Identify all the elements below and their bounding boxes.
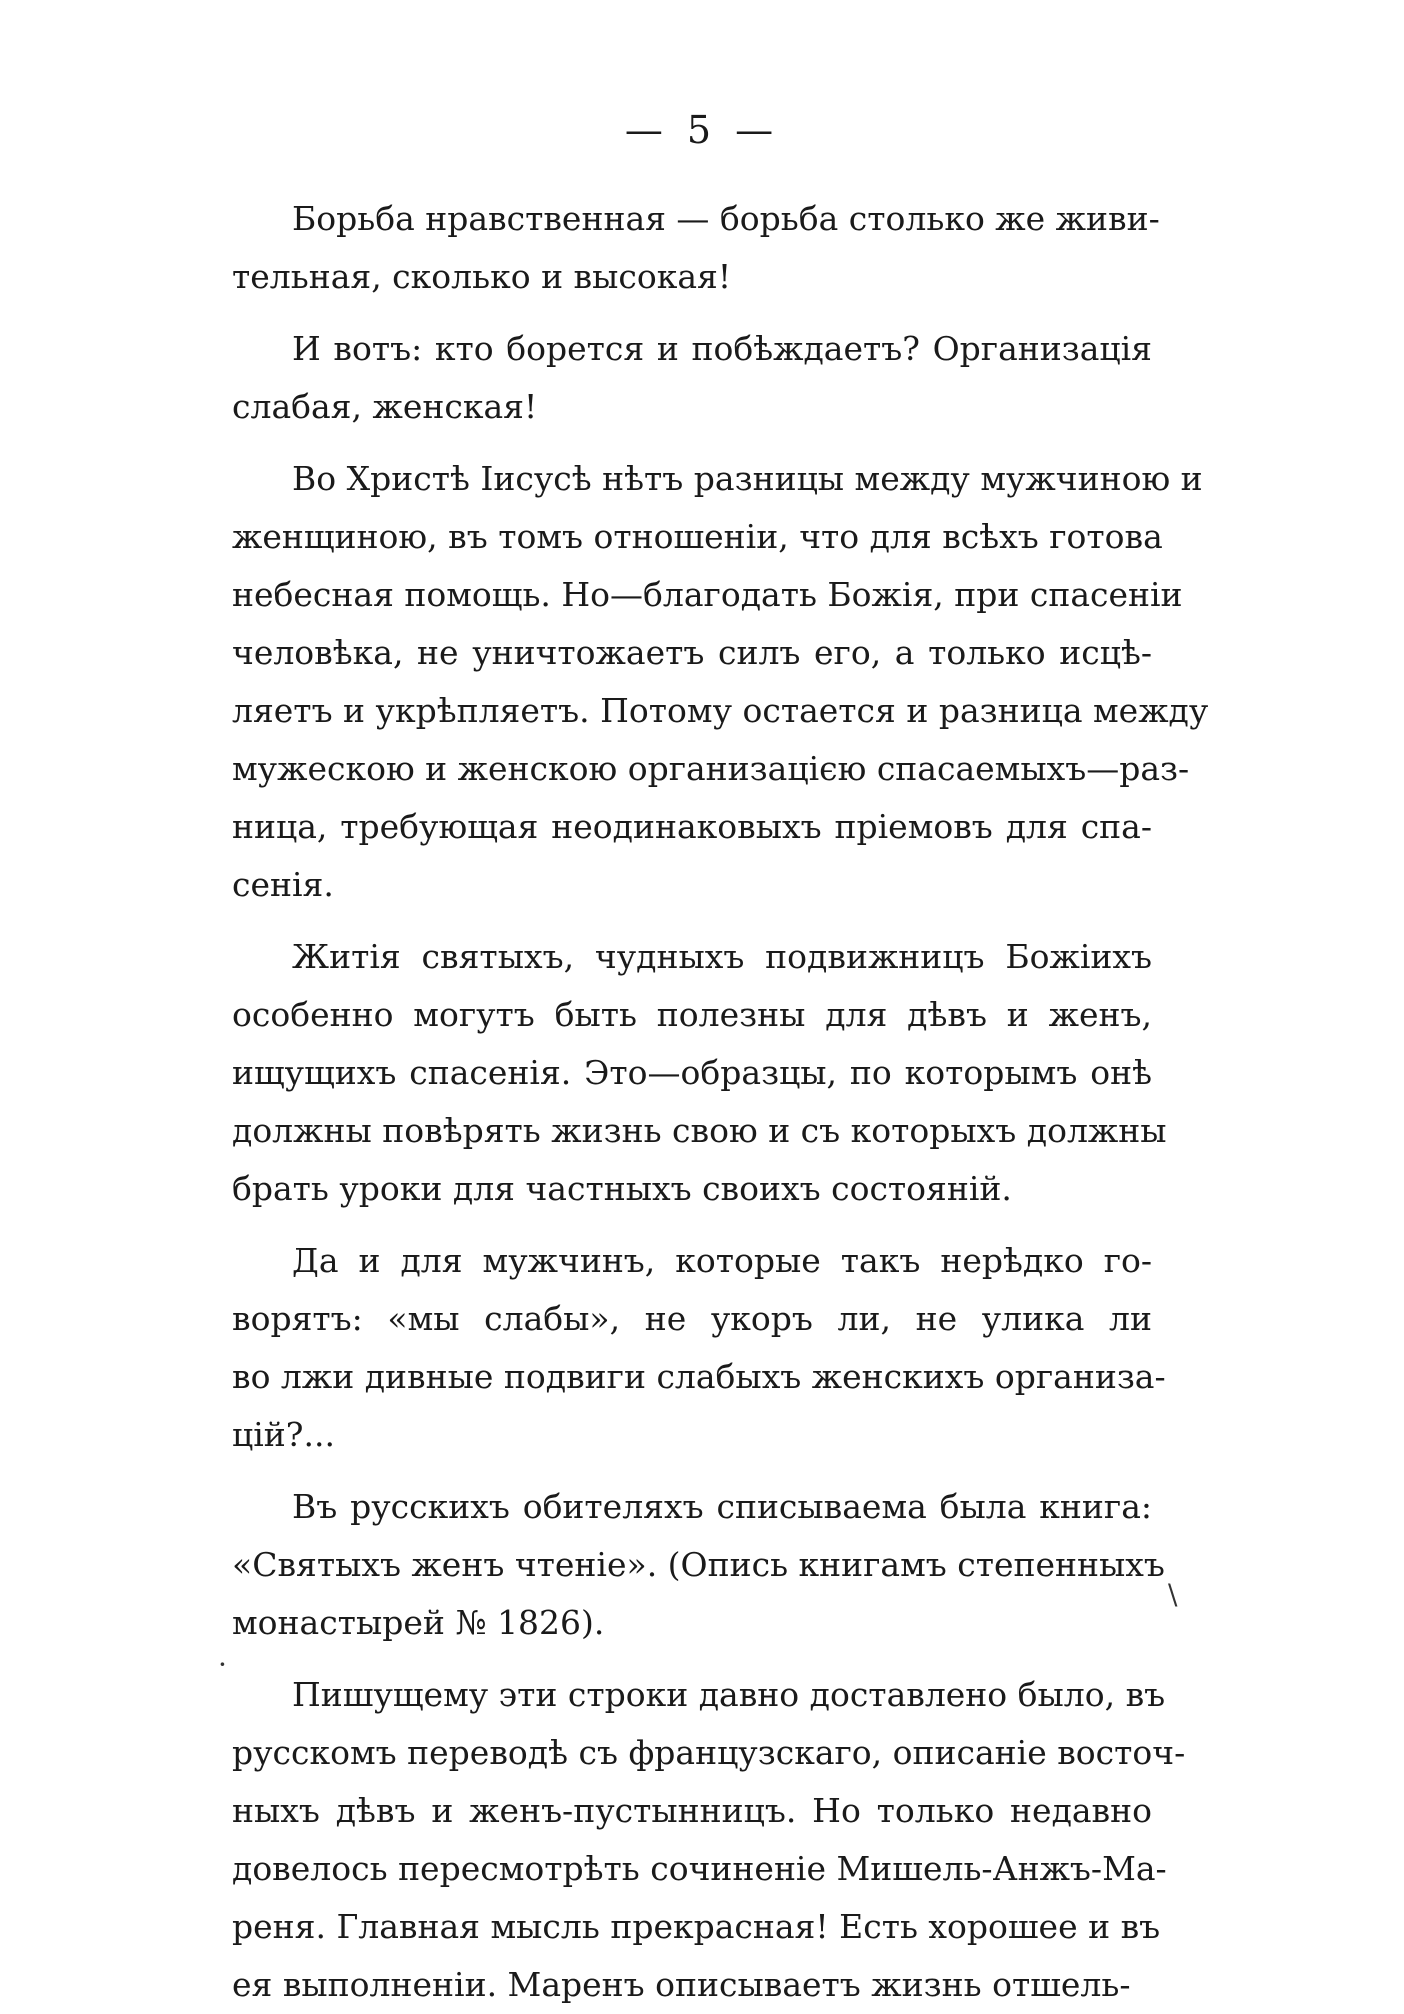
text-line: брать уроки для частныхъ своихъ состояній. [232,1169,1012,1208]
text-line: слабая, женская! [232,387,538,426]
text-line: ныхъ дѣвъ и женъ-пустынницъ. Но только недавно [232,1791,1152,1830]
stray-mark-slash: \ [1168,1578,1178,1611]
paragraph [232,450,1209,914]
text-line: монастырей № 1826). [232,1603,605,1642]
text-line: во лжи дивные подвиги слабыхъ женскихъ организа- [232,1357,1166,1396]
text-line: тельная, сколько и высокая! [232,257,732,296]
text-line: ея выполненіи. Маренъ описываетъ жизнь отшель- [232,1965,1131,2004]
text-line: ница, требующая неодинаковыхъ пріемовъ для спа- [232,807,1152,846]
text-line: ищущихъ спасенія. Это—образцы, по которымъ онѣ [232,1053,1152,1092]
text-line: реня. Главная мысль прекрасная! Есть хорошее и въ [232,1907,1161,1946]
text-line: ляетъ и укрѣпляетъ. Потому остается и разница между [232,691,1209,730]
text-line: И вотъ: кто борется и побѣждаетъ? Организація [292,329,1152,368]
text-line: Да и для мужчинъ, которые такъ нерѣдко го- [292,1241,1152,1280]
text-line: особенно могутъ быть полезны для дѣвъ и женъ, [232,995,1152,1034]
text-line: мужескою и женскою организацією спасаемыхъ—раз- [232,749,1190,788]
text-line: цій?... [232,1415,335,1454]
body-text [232,190,1209,2014]
stray-mark-dot: · [218,1648,227,1681]
text-line: Житія святыхъ, чудныхъ подвижницъ Божіихъ [292,937,1152,976]
text-line: русскомъ переводѣ съ французскаго, описаніе восточ- [232,1733,1186,1772]
text-line: Борьба нравственная — борьба столько же живи- [292,199,1160,238]
text-line: небесная помощь. Но—благодать Божія, при спасеніи [232,575,1183,614]
paragraph [232,320,1152,436]
page-number: — 5 — [624,108,780,152]
text-line: сенія. [232,865,334,904]
paragraph [232,928,1167,1218]
text-line: женщиною, въ томъ отношеніи, что для всѣхъ готова [232,517,1163,556]
paragraph [232,190,1160,306]
paragraph [232,1666,1186,2014]
text-line: Пишущему эти строки давно доставлено было, въ [292,1675,1166,1714]
text-line: ворятъ: «мы слабы», не укоръ ли, не улика ли [232,1299,1152,1338]
text-line: довелось пересмотрѣть сочиненіе Мишель-Анжъ-Ма- [232,1849,1167,1888]
text-line: «Святыхъ женъ чтеніе». (Опись книгамъ степенныхъ [232,1545,1165,1584]
paragraph [232,1478,1165,1652]
text-line: должны повѣрять жизнь свою и съ которыхъ должны [232,1111,1167,1150]
paragraph [232,1232,1166,1464]
text-line: человѣка, не уничтожаетъ силъ его, а только исцѣ- [232,633,1152,672]
text-line: Во Христѣ Іисусѣ нѣтъ разницы между мужчиною и [292,459,1203,498]
text-line: Въ русскихъ обителяхъ списываема была книга: [292,1487,1152,1526]
